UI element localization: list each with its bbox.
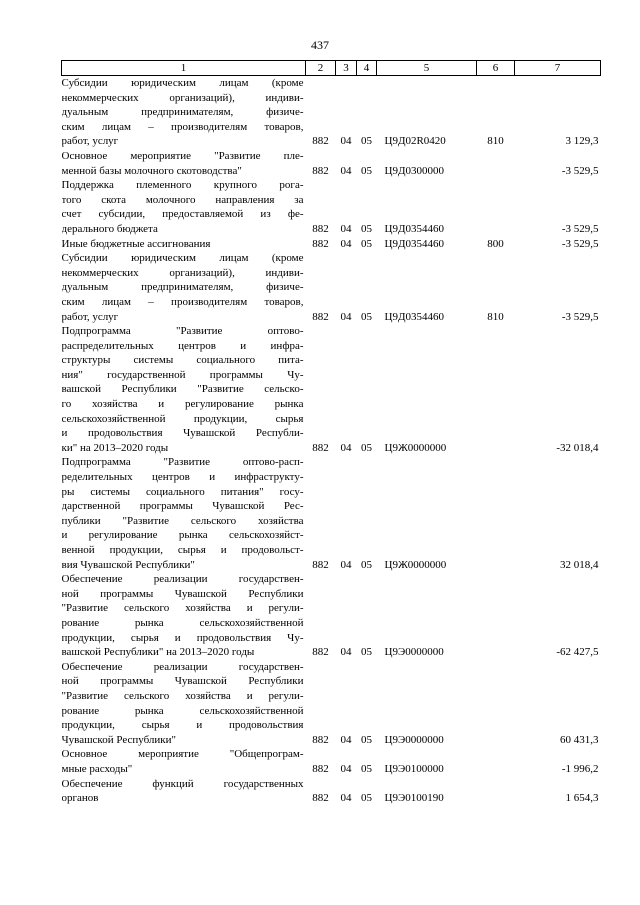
row-target-item: Ц9Д02R0420 — [384, 135, 446, 148]
header-name: 1 — [62, 61, 306, 76]
row-section: 04 — [340, 558, 352, 571]
row-name — [62, 178, 306, 236]
row-name-line: ной программы Чувашской Республики — [61, 675, 304, 688]
table-row — [62, 660, 601, 748]
row-name-line: ки" на 2013–2020 годы — [61, 441, 169, 454]
table-row — [62, 324, 601, 455]
row-expense-type — [477, 660, 515, 748]
row-ministry: 882 — [312, 441, 329, 454]
row-name-line: сельскохозяйственной продукции, сырья — [61, 412, 304, 425]
table-row — [62, 178, 601, 236]
row-name — [62, 660, 306, 748]
row-name-line: Подпрограмма "Развитие оптово-расп- — [61, 456, 304, 469]
row-amount: -3 529,5 — [561, 310, 599, 323]
row-name-line: ния" государственной программы Чу- — [61, 368, 304, 381]
row-amount: -1 996,2 — [561, 762, 599, 775]
row-section: 04 — [340, 441, 352, 454]
row-amount: 32 018,4 — [560, 558, 599, 571]
row-name — [62, 455, 306, 572]
row-name-line: того скота молочного направления за — [61, 193, 304, 206]
row-section: 04 — [340, 646, 352, 659]
row-ministry: 882 — [312, 762, 329, 775]
row-name-line: менной базы молочного скотоводства" — [61, 164, 242, 177]
row-section: 04 — [340, 164, 352, 177]
row-name-line: мные расходы" — [61, 762, 133, 775]
table-row — [62, 572, 601, 660]
row-target-item: Ц9Э0100000 — [384, 762, 444, 775]
row-name-line: Обеспечение реализации государствен- — [61, 573, 304, 586]
row-expense-type — [477, 324, 515, 455]
row-subsection: 05 — [361, 135, 372, 148]
row-name-line: работ, услуг — [61, 310, 119, 323]
row-name-line: и продовольствия Чувашской Республи- — [61, 427, 304, 440]
row-section: 04 — [340, 310, 352, 323]
row-subsection: 05 — [361, 441, 372, 454]
row-amount: -32 018,4 — [556, 441, 599, 454]
row-name-line: Основное мероприятие "Общепрограм- — [61, 748, 304, 761]
row-subsection: 05 — [361, 222, 372, 235]
row-amount: 60 431,3 — [560, 733, 599, 746]
row-expense-type — [477, 777, 515, 806]
row-amount: 3 129,3 — [565, 135, 599, 148]
row-name-line: распределительных центров и инфра- — [61, 339, 304, 352]
row-expense-type — [477, 747, 515, 776]
row-expense-type — [477, 455, 515, 572]
row-target-item: Ц9Э0100190 — [384, 792, 444, 805]
page-number: 437 — [311, 38, 329, 52]
row-expense-type — [477, 178, 515, 236]
row-name-line: ной программы Чувашской Республики — [61, 587, 304, 600]
row-name — [62, 572, 306, 660]
row-name-line: Обеспечение реализации государствен- — [61, 660, 304, 673]
row-section: 04 — [340, 762, 352, 775]
row-name — [62, 149, 306, 178]
row-name — [62, 251, 306, 324]
row-subsection: 05 — [361, 164, 372, 177]
row-name — [62, 237, 306, 252]
row-name — [62, 777, 306, 806]
row-section: 04 — [340, 135, 352, 148]
row-section: 04 — [340, 237, 352, 250]
row-subsection: 05 — [361, 792, 372, 805]
row-name-line: Основное мероприятие "Развитие пле- — [61, 149, 304, 162]
row-name-line: и регулирование рынка сельскохозяйст- — [61, 529, 304, 542]
table-row — [62, 251, 601, 324]
row-target-item: Ц9Д0300000 — [384, 164, 444, 177]
row-target-item: Ц9Э0000000 — [384, 646, 444, 659]
row-subsection: 05 — [361, 558, 372, 571]
row-ministry: 882 — [312, 558, 329, 571]
row-name-line: Субсидии юридическим лицам (кроме — [61, 252, 304, 265]
row-subsection: 05 — [361, 646, 372, 659]
header-target-item: 5 — [377, 61, 477, 76]
row-section: 04 — [340, 733, 352, 746]
row-name-line: счет субсидии, предоставляемой из фе- — [61, 208, 304, 221]
row-name-line: Чувашской Республики" — [61, 733, 177, 746]
row-target-item: Ц9Ж0000000 — [384, 441, 447, 454]
row-target-item: Ц9Д0354460 — [384, 310, 444, 323]
row-ministry: 882 — [312, 733, 329, 746]
row-target-item: Ц9Д0354460 — [384, 222, 444, 235]
row-name — [62, 324, 306, 455]
row-name-line: го хозяйства и регулирование рынка — [61, 398, 304, 411]
row-name-line: ским лицам – производителям товаров, — [61, 120, 304, 133]
row-name-line: дарственной программы Чувашской Рес- — [61, 500, 304, 513]
row-name-line: работ, услуг — [61, 135, 119, 148]
row-expense-type: 810 — [487, 135, 504, 148]
row-name-line: "Развитие сельского хозяйства и регули- — [61, 602, 304, 615]
row-name — [62, 747, 306, 776]
row-ministry: 882 — [312, 222, 329, 235]
row-name — [62, 76, 306, 149]
row-name-line: Подпрограмма "Развитие оптово- — [61, 325, 304, 338]
row-name-line: ским лицам – производителям товаров, — [61, 295, 304, 308]
row-subsection: 05 — [361, 762, 372, 775]
row-name-line: рование рынка сельскохозяйственной — [61, 616, 304, 629]
row-section: 04 — [340, 792, 352, 805]
header-ministry: 2 — [306, 61, 336, 76]
row-subsection: 05 — [361, 733, 372, 746]
row-subsection: 05 — [361, 310, 372, 323]
row-name-line: продукции, сырья и продовольствия — [61, 719, 304, 732]
row-ministry: 882 — [312, 135, 329, 148]
table-row — [62, 149, 601, 178]
row-amount: -3 529,5 — [561, 237, 599, 250]
row-name-line: Иные бюджетные ассигнования — [61, 237, 211, 250]
row-amount: -3 529,5 — [561, 222, 599, 235]
row-name-line: "Развитие сельского хозяйства и регули- — [61, 689, 304, 702]
table-row — [62, 777, 601, 806]
row-ministry: 882 — [312, 237, 329, 250]
row-amount: 1 654,3 — [565, 792, 599, 805]
row-ministry: 882 — [312, 310, 329, 323]
row-name-line: ределительных центров и инфраструкту- — [61, 471, 304, 484]
header-expense-type: 6 — [477, 61, 515, 76]
row-name-line: публики "Развитие сельского хозяйства — [61, 514, 304, 527]
table-row — [62, 747, 601, 776]
row-subsection: 05 — [361, 237, 372, 250]
row-name-line: дуальным предпринимателям, физиче- — [61, 281, 304, 294]
header-subsection: 4 — [357, 61, 377, 76]
row-target-item: Ц9Э0000000 — [384, 733, 444, 746]
row-target-item: Ц9Д0354460 — [384, 237, 444, 250]
row-name-line: структуры системы социального пита- — [61, 354, 304, 367]
row-amount: -3 529,5 — [561, 164, 599, 177]
row-name-line: некоммерческих организаций), индиви- — [61, 91, 304, 104]
row-expense-type — [477, 149, 515, 178]
row-target-item: Ц9Ж0000000 — [384, 558, 447, 571]
row-name-line: венной продукции, сырья и продовольст- — [61, 544, 304, 556]
row-name-line: дерального бюджета — [61, 222, 158, 235]
table-row — [62, 76, 601, 149]
header-amount: 7 — [515, 61, 601, 76]
table-row — [62, 455, 601, 572]
row-ministry: 882 — [312, 646, 329, 659]
row-name-line: вашской Республики" на 2013–2020 годы — [61, 646, 255, 659]
row-expense-type — [477, 572, 515, 660]
row-expense-type: 810 — [487, 310, 504, 323]
row-name-line: дуальным предпринимателям, физиче- — [61, 106, 304, 119]
row-name-line: Субсидии юридическим лицам (кроме — [61, 77, 304, 89]
header-section: 3 — [336, 61, 357, 76]
table-body — [62, 76, 601, 806]
header-row — [62, 61, 601, 76]
row-name-line: ры системы социального питания" госу- — [61, 485, 304, 498]
row-expense-type: 800 — [487, 237, 504, 250]
row-section: 04 — [340, 222, 352, 235]
row-amount: -62 427,5 — [556, 646, 599, 659]
row-name-line: рование рынка сельскохозяйственной — [61, 704, 304, 717]
row-name-line: органов — [61, 792, 99, 805]
row-name-line: продукции, сырья и продовольствия Чу- — [61, 631, 304, 644]
budget-table — [61, 60, 601, 806]
row-ministry: 882 — [312, 164, 329, 177]
row-ministry: 882 — [312, 792, 329, 805]
table-row — [62, 237, 601, 252]
row-name-line: некоммерческих организаций), индиви- — [61, 266, 304, 279]
row-name-line: вия Чувашской Республики" — [61, 558, 195, 571]
row-name-line: вашской Республики "Развитие сельско- — [61, 383, 304, 396]
row-name-line: Поддержка племенного крупного рога- — [61, 179, 304, 192]
row-name-line: Обеспечение функций государственных — [61, 777, 304, 790]
